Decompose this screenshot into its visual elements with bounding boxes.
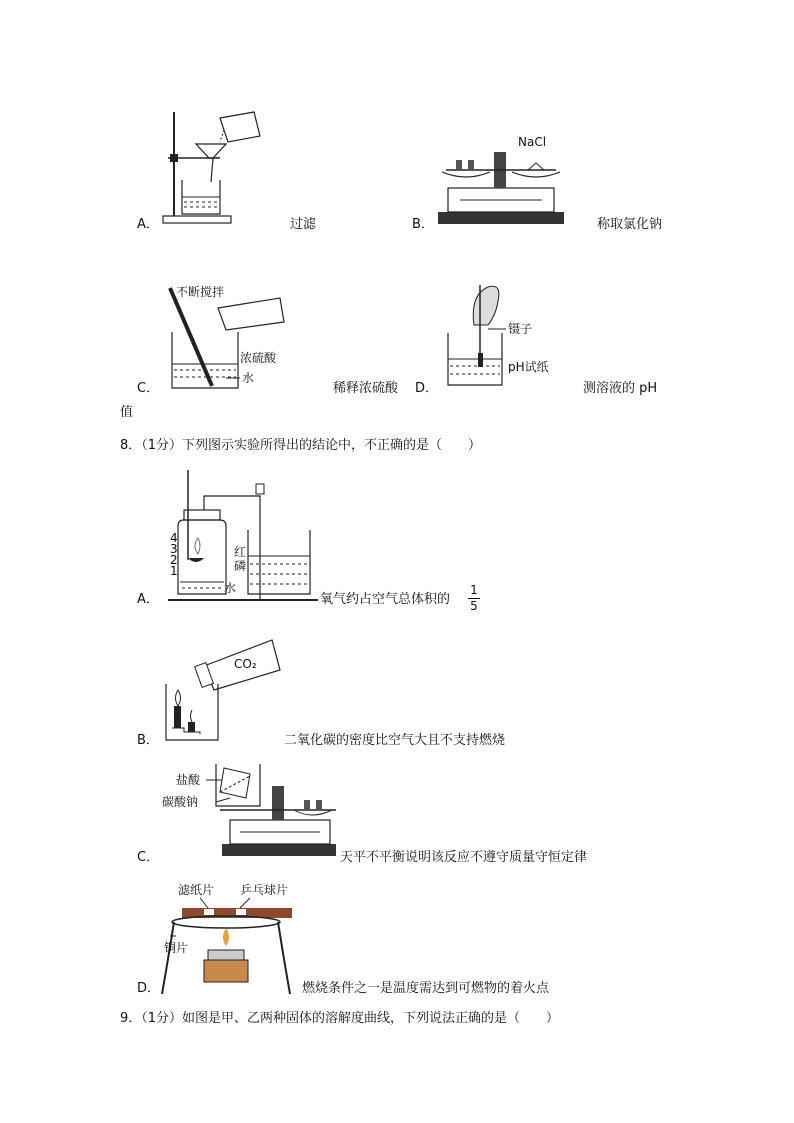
co2-candles-figure xyxy=(160,634,286,744)
q8-option-b-caption: 二氧化碳的密度比空气大且不支持燃烧 xyxy=(284,733,506,748)
combustion-figure xyxy=(160,880,310,998)
scale-3: 3 xyxy=(170,542,178,556)
copper-label: 铜片 xyxy=(164,941,189,955)
q8-option-d-caption: 燃烧条件之一是温度需达到可燃物的着火点 xyxy=(302,981,550,996)
na2co3-label: 碳酸钠 xyxy=(162,795,199,809)
q8-stem: 8．（1分）下列图示实验所得出的结论中，不正确的是（ ） xyxy=(120,438,482,453)
q7-option-b-caption: 称取氯化钠 xyxy=(597,217,663,232)
q7-caption-wrap: 值 xyxy=(120,405,134,420)
hcl-label: 盐酸 xyxy=(176,773,201,787)
q7-option-c-caption: 稀释浓硫酸 xyxy=(333,381,399,396)
stir-label: 不断搅拌 xyxy=(176,285,225,299)
ph-test-figure xyxy=(440,275,565,390)
q7-option-a-letter: A． xyxy=(137,217,159,232)
scale-1: 1 xyxy=(170,564,178,578)
q8-option-c-letter: C． xyxy=(137,850,160,865)
q8-option-b-letter: B． xyxy=(137,733,159,748)
q7-option-d-letter: D． xyxy=(415,381,439,396)
scale-2: 2 xyxy=(170,553,178,567)
fraction-one-fifth xyxy=(468,584,480,613)
q7-option-b-letter: B． xyxy=(412,217,434,232)
scale-4: 4 xyxy=(170,531,178,545)
co2-label: CO₂ xyxy=(234,657,257,671)
q9-stem: 9．（1分）如图是甲、乙两种固体的溶解度曲线，下列说法正确的是（ ） xyxy=(120,1011,560,1026)
q7-option-c-letter: C． xyxy=(137,381,160,396)
q8-option-a-caption: 氧气约占空气总体积的 xyxy=(320,592,451,607)
q7-option-d-caption: 测溶液的 pH xyxy=(583,381,658,396)
q8-option-c-caption: 天平不平衡说明该反应不遵守质量守恒定律 xyxy=(340,850,588,865)
fraction-denominator: 5 xyxy=(470,599,478,613)
water-label-q8a: 水 xyxy=(224,581,237,595)
tweezers-label: 镊子 xyxy=(508,322,533,336)
dilute-acid-figure xyxy=(160,280,300,392)
q8-option-a-letter: A． xyxy=(137,592,159,607)
q7-option-a-caption: 过滤 xyxy=(290,217,317,232)
balance-reaction-figure xyxy=(160,758,340,860)
filtration-figure xyxy=(160,100,270,225)
fraction-numerator: 1 xyxy=(470,583,478,597)
filter-paper-label: 滤纸片 xyxy=(178,883,215,897)
pingpong-label: 乒乓球片 xyxy=(240,883,289,897)
water-label: 水 xyxy=(242,371,255,385)
phosphorus-label: 磷 xyxy=(234,559,247,573)
q8-option-d-letter: D． xyxy=(137,981,161,996)
nacl-label: NaCl xyxy=(518,135,547,149)
acid-label: 浓硫酸 xyxy=(240,351,277,365)
balance-nacl-figure xyxy=(436,130,566,226)
phosphorus-figure xyxy=(168,466,318,602)
ph-paper-label: pH试纸 xyxy=(508,360,549,374)
red-label: 红 xyxy=(234,545,247,559)
